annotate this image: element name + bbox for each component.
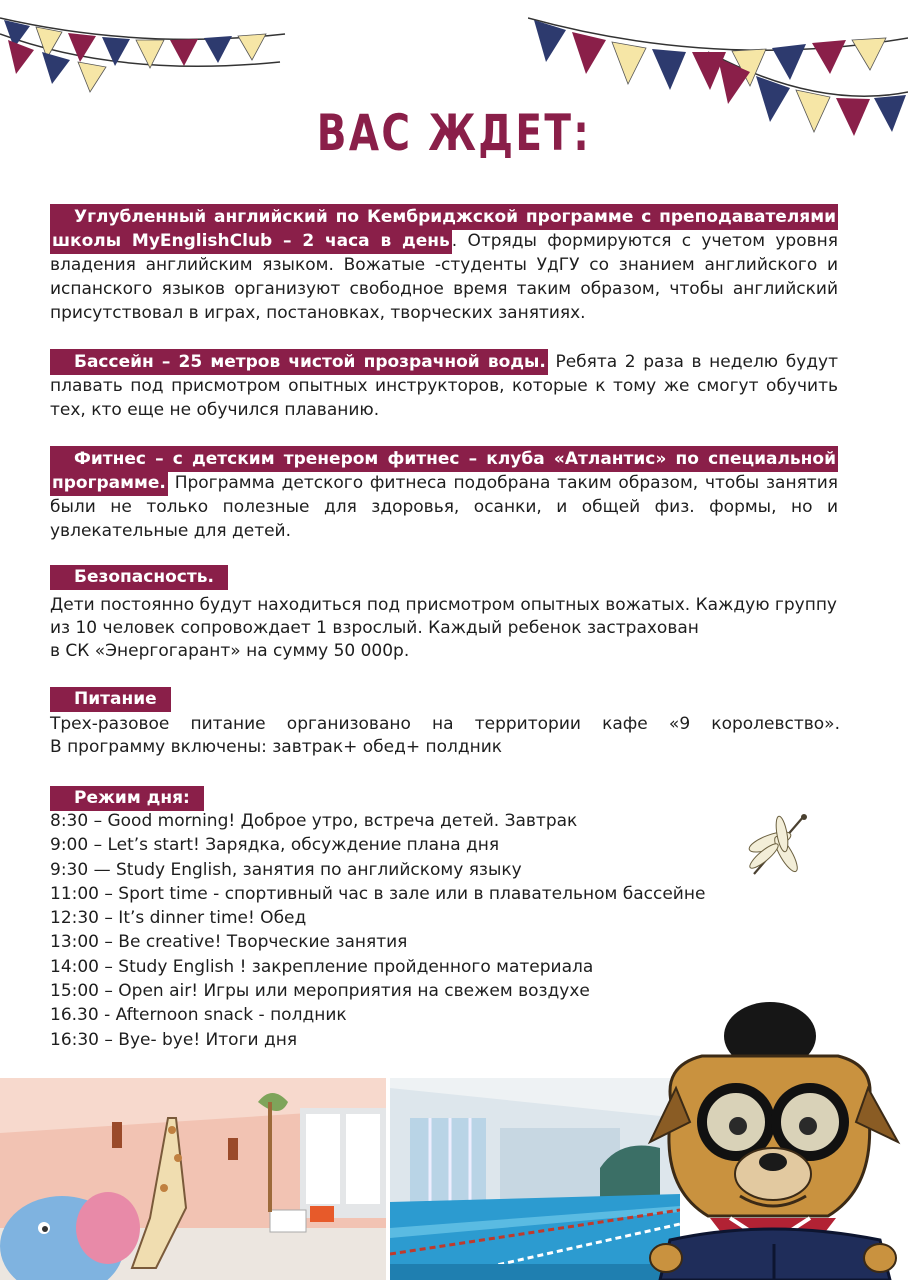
safety-line: в СК «Энергогарант» на сумму 50 000р. <box>50 641 410 661</box>
section-fitness-highlight: Фитнес – с детским тренером фитнес – клуба «Атлантис» по специальной программе. <box>50 446 838 496</box>
schedule-item: 9:30 — Study English, занятия по английскому языку <box>50 859 522 880</box>
section-pool-highlight: Бассейн – 25 метров чистой прозрачной воды. <box>50 349 548 375</box>
section-english <box>50 205 838 325</box>
schedule-item: 12:30 – It’s dinner time! Обед <box>50 908 307 929</box>
section-pool-text: Ребята 2 раза в неделю будут плавать под присмотром опытных инструкторов, которые к тому же смогут обучить тех, кто еще не обучился плаванию. <box>50 352 838 420</box>
food-text <box>50 713 840 759</box>
schedule-item: 9:00 – Let’s start! Зарядка, обсуждение плана дня <box>50 835 500 856</box>
schedule-item: 13:00 – Be creative! Творческие занятия <box>50 932 408 953</box>
safety-text <box>50 594 840 663</box>
food-line: В программу включены: завтрак+ обед+ полдник <box>50 737 503 757</box>
dragonfly-icon <box>742 812 812 884</box>
section-pool <box>50 350 838 422</box>
schedule-item: 14:00 – Study English ! закрепление пройденного материала <box>50 956 594 977</box>
safety-heading: Безопасность. <box>50 565 228 590</box>
schedule-item: 16:30 – Bye- bye! Итоги дня <box>50 1029 298 1050</box>
schedule-item: 8:30 – Good morning! Доброе утро, встреча детей. Завтрак <box>50 811 578 831</box>
schedule-list <box>50 809 705 1052</box>
section-fitness-text: Программа детского фитнеса подобрана таким образом, чтобы занятия были не только полезные для здоровья, осанки, и общей физ. формы, но и увлекательные для детей. <box>50 473 838 541</box>
safety-line: Дети постоянно будут находиться под присмотром опытных вожатых. Каждую группу <box>50 595 837 615</box>
section-english-highlight: Углубленный английский по Кембриджской программе с преподавателями школы MyEnglishClub – 2 часа в день <box>50 204 838 254</box>
dog-mascot-illustration <box>640 996 908 1280</box>
schedule-item: 15:00 – Open air! Игры или мероприятия на свежем воздухе <box>50 981 590 1002</box>
page-title: ВАС ЖДЕТ: <box>316 104 592 162</box>
schedule-heading: Режим дня: <box>50 786 204 811</box>
section-english-text: . Отряды формируются с учетом уровня владения английским языком. Вожатые -студенты УдГУ со знанием английского и испанского языков организуют свободное время таким образом, чтобы английский присутствовал в играх, постановках, творческих занятиях. <box>50 231 838 323</box>
food-heading: Питание <box>50 687 171 712</box>
safety-line: из 10 человек сопровождает 1 взрослый. Каждый ребенок застрахован <box>50 618 699 638</box>
food-line: Трех-разовое питание организовано на территории кафе «9 королевство». <box>50 714 840 734</box>
pool-photo <box>390 1078 680 1280</box>
section-fitness <box>50 447 838 543</box>
kids-room-photo <box>0 1078 386 1280</box>
schedule-item: 11:00 – Sport time - спортивный час в зале или в плавательном бассейне <box>50 883 706 904</box>
schedule-item: 16.30 - Afternoon snack - полдник <box>50 1005 347 1026</box>
bunting-left <box>0 0 290 100</box>
